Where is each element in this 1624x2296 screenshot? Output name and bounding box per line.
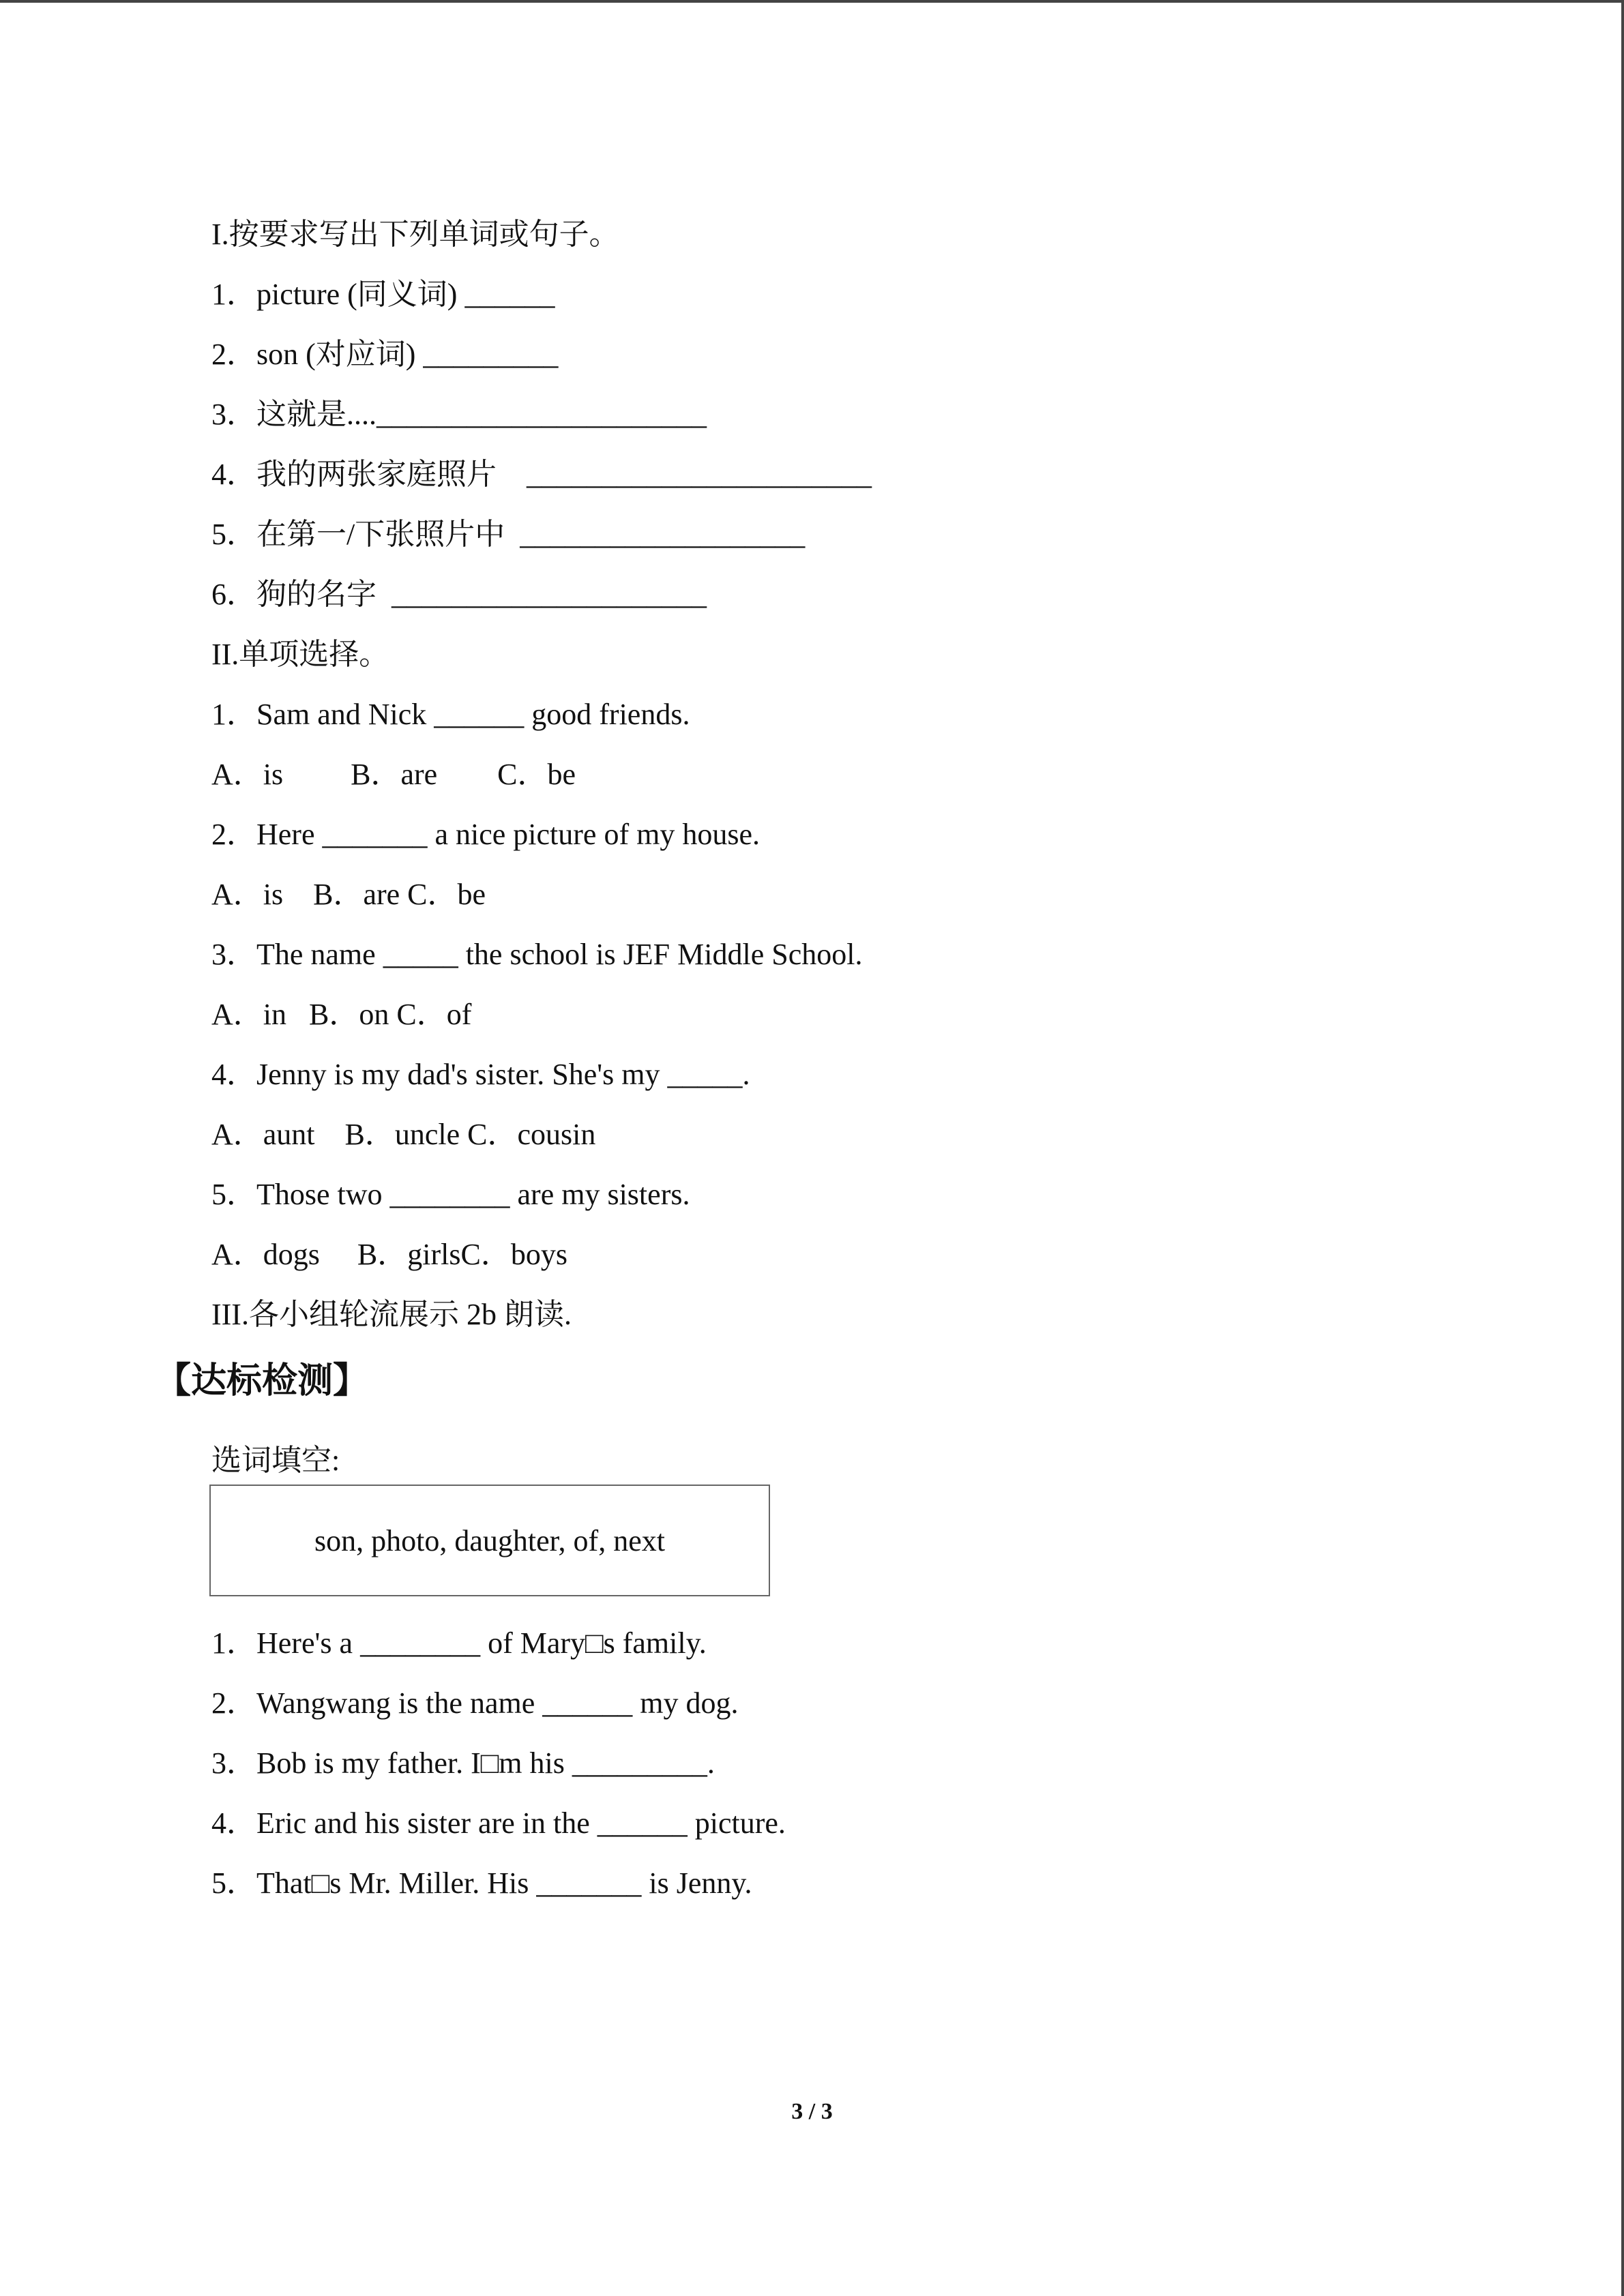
- word-box: [209, 1485, 770, 1596]
- fill-instruction: 选词填空:: [211, 1444, 340, 1477]
- fill-item-5: 5．That□s Mr. Miller. His _______ is Jenny.: [211, 1866, 752, 1900]
- question-5: 5．Those two ________ are my sisters.: [211, 1178, 690, 1211]
- question-3: 3．The name _____ the school is JEF Middle School.: [211, 938, 863, 971]
- section1-item-6: 6．狗的名字 _____________________: [211, 578, 707, 611]
- section1-item-5: 5．在第一/下张照片中 ___________________: [211, 518, 806, 551]
- fill-item-4: 4．Eric and his sister are in the ______ picture.: [211, 1806, 786, 1840]
- question-2-options: A．is B．are C．be: [211, 878, 486, 911]
- section3-title: III.各小组轮流展示 2b 朗读.: [211, 1298, 572, 1331]
- section2-title: II.单项选择。: [211, 638, 389, 671]
- fill-item-2: 2．Wangwang is the name ______ my dog.: [211, 1686, 739, 1720]
- section1-item-4: 4．我的两张家庭照片 _______________________: [211, 458, 872, 491]
- page-number: 3 / 3: [791, 2099, 833, 2124]
- section1-title: I.按要求写出下列单词或句子。: [211, 218, 619, 251]
- question-2: 2．Here _______ a nice picture of my house.: [211, 818, 760, 851]
- word-box-text: son, photo, daughter, of, next: [314, 1523, 665, 1557]
- question-1-options: A．is B．are C．be: [211, 758, 576, 791]
- section1-item-1: 1．picture (同义词) ______: [211, 278, 555, 311]
- question-1: 1．Sam and Nick ______ good friends.: [211, 698, 690, 731]
- question-3-options: A．in B．on C．of: [211, 998, 472, 1031]
- question-4: 4．Jenny is my dad's sister. She's my _____.: [211, 1058, 750, 1091]
- section-heading: 【达标检测】: [156, 1360, 369, 1401]
- question-5-options: A．dogs B．girlsC．boys: [211, 1238, 567, 1271]
- section1-item-3: 3．这就是....______________________: [211, 398, 707, 431]
- section1-item-2: 2．son (对应词) _________: [211, 338, 559, 371]
- question-4-options: A．aunt B．uncle C．cousin: [211, 1118, 596, 1151]
- fill-item-1: 1．Here's a ________ of Mary□s family.: [211, 1626, 707, 1660]
- fill-item-3: 3．Bob is my father. I□m his _________.: [211, 1746, 715, 1780]
